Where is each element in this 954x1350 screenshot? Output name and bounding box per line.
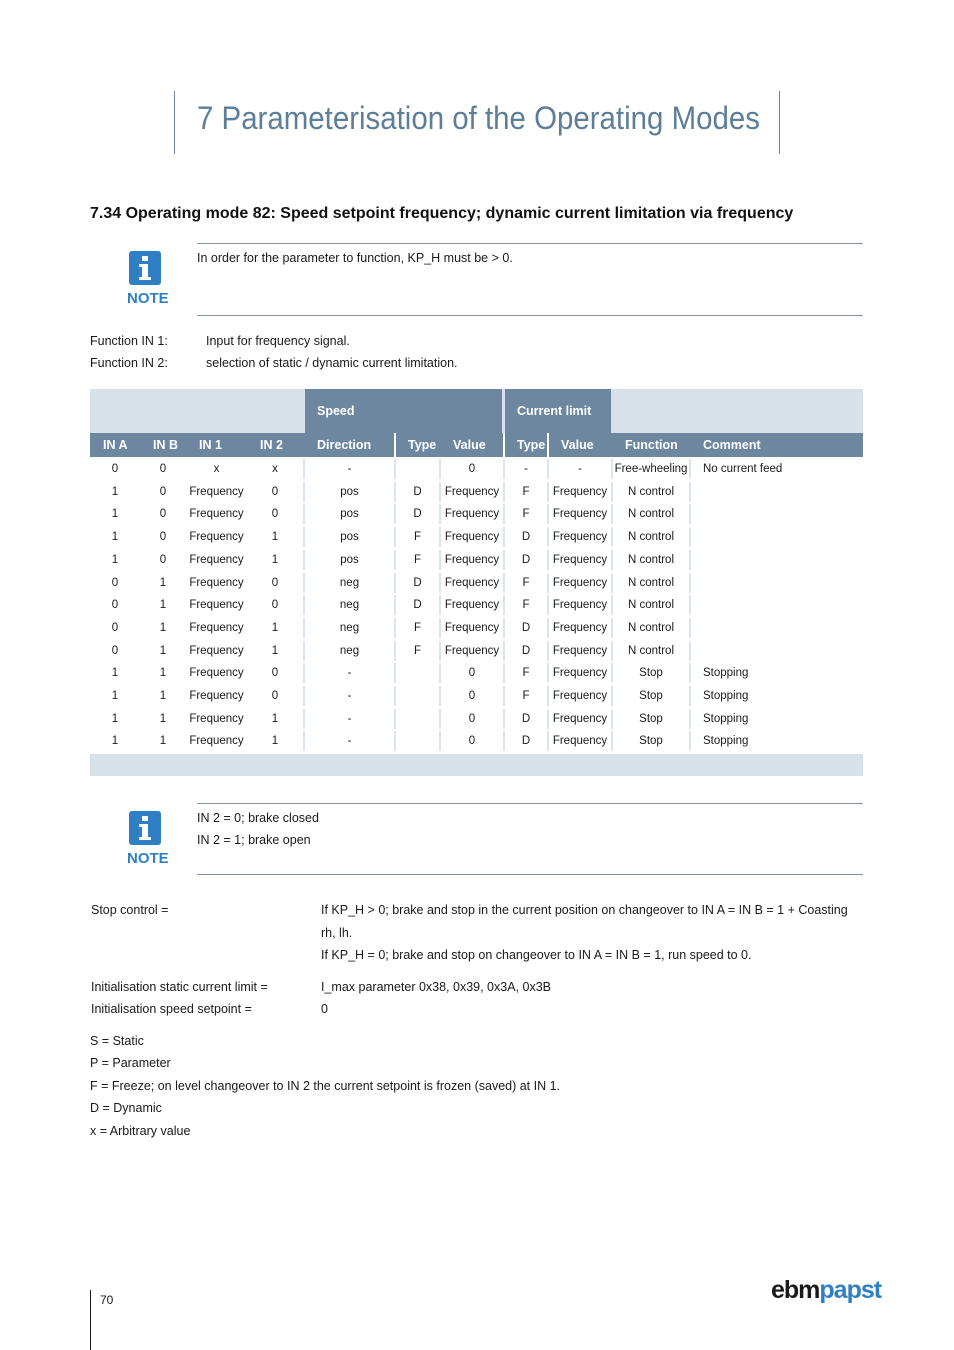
table-cell: Frequency bbox=[189, 485, 244, 498]
table-cell: Frequency bbox=[552, 485, 608, 498]
table-cell: x bbox=[272, 463, 278, 475]
table-cell: 1 bbox=[271, 553, 279, 566]
table-cell: N control bbox=[627, 531, 675, 544]
init-speed-value: 0 bbox=[321, 1002, 328, 1016]
table-cell: Frequency bbox=[552, 690, 608, 702]
footer-rule bbox=[90, 1290, 91, 1350]
table-cell bbox=[691, 504, 863, 524]
table-cell: 0 bbox=[468, 667, 476, 680]
table-cell: Frequency bbox=[552, 508, 608, 521]
table-cell: 1 bbox=[271, 712, 279, 725]
init-speed-label: Initialisation speed setpoint = bbox=[91, 1002, 252, 1016]
group-header-current bbox=[505, 389, 611, 433]
table-cell: 1 bbox=[271, 735, 279, 748]
table-cell: F bbox=[413, 644, 422, 657]
table-cell: D bbox=[413, 485, 422, 498]
chapter-title: 7 Parameterisation of the Operating Modes bbox=[197, 100, 760, 136]
stop-control-line3: If KP_H = 0; brake and stop on changeover to IN A = IN B = 1, run speed to 0. bbox=[321, 948, 752, 962]
info-icon bbox=[129, 811, 161, 845]
table-cell: - bbox=[347, 667, 352, 680]
table-cell: 0 bbox=[159, 463, 167, 475]
table-row bbox=[90, 459, 863, 479]
table-cell: 0 bbox=[468, 735, 476, 748]
mode-table bbox=[90, 389, 863, 777]
table-cell: 0 bbox=[111, 621, 119, 634]
table-cell: Frequency bbox=[552, 712, 608, 725]
table-cell bbox=[396, 731, 439, 751]
table-cell: Frequency bbox=[189, 667, 244, 680]
table-cell: 0 bbox=[159, 531, 167, 544]
table-cell: Frequency bbox=[444, 485, 500, 498]
table-cell: Stop bbox=[639, 667, 663, 680]
table-cell: - bbox=[524, 463, 528, 475]
table-cell: No current feed bbox=[703, 463, 783, 475]
table-cell: 0 bbox=[468, 712, 476, 725]
table-cell: 0 bbox=[271, 599, 279, 612]
table-cell: pos bbox=[340, 508, 359, 521]
table-header-row bbox=[90, 433, 863, 457]
table-cell: D bbox=[521, 644, 531, 657]
table-cell: 1 bbox=[111, 735, 119, 748]
table-row bbox=[90, 686, 863, 706]
table-cell: D bbox=[521, 712, 531, 725]
table-cell: - bbox=[347, 735, 352, 748]
info-icon bbox=[129, 251, 161, 285]
table-cell: F bbox=[413, 621, 422, 634]
table-cell: 0 bbox=[159, 553, 167, 566]
table-cell: Frequency bbox=[444, 599, 500, 612]
table-cell: F bbox=[413, 531, 422, 544]
col-current-value-header: Value bbox=[561, 438, 594, 452]
table-cell: pos bbox=[340, 531, 359, 544]
table-cell bbox=[396, 709, 439, 729]
table-row bbox=[90, 482, 863, 502]
table-cell: 1 bbox=[159, 576, 167, 589]
note-label: NOTE bbox=[127, 290, 169, 307]
ebmpapst-logo: ebmpapst bbox=[771, 1276, 882, 1304]
table-cell: Frequency bbox=[189, 644, 244, 657]
table-cell: 1 bbox=[111, 508, 119, 521]
col-direction-header: Direction bbox=[317, 438, 372, 452]
table-cell: Stop bbox=[639, 690, 663, 702]
col-current-type-header: Type bbox=[517, 438, 546, 452]
table-cell: Frequency bbox=[552, 599, 608, 612]
table-cell: 0 bbox=[111, 576, 119, 589]
col-in-1-header: IN 1 bbox=[199, 438, 222, 452]
table-cell: 0 bbox=[111, 599, 119, 612]
table-cell: 1 bbox=[111, 485, 119, 498]
table-cell: D bbox=[521, 531, 531, 544]
table-cell: 0 bbox=[111, 463, 119, 475]
table-cell: 1 bbox=[111, 667, 119, 680]
table-cell: - bbox=[347, 712, 352, 725]
page-number: 70 bbox=[100, 1293, 114, 1307]
col-in-a-header: IN A bbox=[103, 438, 128, 452]
table-cell: F bbox=[522, 576, 530, 589]
col-in-2-header: IN 2 bbox=[260, 438, 283, 452]
col-comment-header: Comment bbox=[703, 438, 761, 452]
table-cell: neg bbox=[339, 576, 360, 589]
header-separator bbox=[547, 433, 549, 457]
table-cell: 1 bbox=[111, 531, 119, 544]
stop-control-label: Stop control = bbox=[91, 903, 169, 917]
table-cell: Frequency bbox=[189, 690, 244, 702]
table-cell: N control bbox=[627, 485, 675, 498]
table-cell: Frequency bbox=[189, 599, 244, 612]
table-cell: Frequency bbox=[552, 667, 608, 680]
table-cell: Stopping bbox=[703, 690, 749, 702]
table-cell: Frequency bbox=[444, 531, 500, 544]
table-cell: F bbox=[522, 667, 530, 680]
table-cell: Stopping bbox=[703, 712, 749, 725]
col-speed-type-header: Type bbox=[408, 438, 437, 452]
note1-text: In order for the parameter to function, KP_H must be > 0. bbox=[197, 251, 513, 265]
table-cell: Frequency bbox=[552, 644, 608, 657]
function-in2-value: selection of static / dynamic current limitation. bbox=[206, 356, 458, 370]
init-current-value: I_max parameter 0x38, 0x39, 0x3A, 0x3B bbox=[321, 980, 551, 994]
table-cell: N control bbox=[627, 644, 675, 657]
table-cell: 1 bbox=[159, 599, 167, 612]
table-cell bbox=[691, 641, 863, 661]
table-cell: 0 bbox=[159, 485, 167, 498]
function-in1-value: Input for frequency signal. bbox=[206, 334, 350, 348]
table-cell: D bbox=[413, 576, 422, 589]
col-in-b-header: IN B bbox=[153, 438, 178, 452]
group-speed-label: Speed bbox=[317, 404, 355, 418]
function-in2-label: Function IN 2: bbox=[90, 356, 168, 370]
table-cell: Frequency bbox=[189, 621, 244, 634]
note-label: NOTE bbox=[127, 850, 169, 867]
table-cell: D bbox=[413, 599, 422, 612]
table-cell: 1 bbox=[111, 690, 119, 702]
table-cell bbox=[691, 482, 863, 502]
table-cell: pos bbox=[340, 553, 359, 566]
table-cell: Free-wheeling bbox=[614, 463, 688, 475]
table-cell: Frequency bbox=[189, 531, 244, 544]
legend-item: S = Static bbox=[90, 1034, 144, 1048]
header-left-rule bbox=[174, 91, 175, 154]
table-cell: Frequency bbox=[444, 644, 500, 657]
table-cell: - bbox=[578, 463, 582, 475]
table-cell bbox=[691, 550, 863, 570]
function-in1-label: Function IN 1: bbox=[90, 334, 168, 348]
table-cell: 0 bbox=[468, 690, 476, 702]
header-separator bbox=[503, 433, 505, 457]
legend-item: P = Parameter bbox=[90, 1056, 171, 1070]
table-row bbox=[90, 618, 863, 638]
table-cell: D bbox=[413, 508, 422, 521]
table-cell: F bbox=[522, 508, 530, 521]
table-row bbox=[90, 731, 863, 751]
table-cell: Frequency bbox=[552, 576, 608, 589]
table-cell: D bbox=[521, 735, 531, 748]
table-cell: 1 bbox=[159, 667, 167, 680]
note1-bottom-rule bbox=[197, 315, 863, 316]
table-cell: 0 bbox=[159, 508, 167, 521]
header-right-rule bbox=[779, 91, 780, 154]
table-cell: 0 bbox=[111, 644, 119, 657]
note1-top-rule bbox=[197, 243, 863, 244]
table-cell: N control bbox=[627, 576, 675, 589]
table-cell bbox=[691, 527, 863, 547]
table-cell: F bbox=[522, 599, 530, 612]
table-cell bbox=[396, 663, 439, 683]
table-cell: Frequency bbox=[552, 531, 608, 544]
table-cell: 1 bbox=[159, 712, 167, 725]
table-row bbox=[90, 527, 863, 547]
table-cell: 1 bbox=[159, 621, 167, 634]
table-row bbox=[90, 550, 863, 570]
table-cell: Frequency bbox=[444, 508, 500, 521]
table-cell: N control bbox=[627, 621, 675, 634]
legend-item: D = Dynamic bbox=[90, 1101, 162, 1115]
note2-top-rule bbox=[197, 803, 863, 804]
table-cell: N control bbox=[627, 553, 675, 566]
note2-line2: IN 2 = 1; brake open bbox=[197, 833, 311, 847]
table-cell: neg bbox=[339, 644, 360, 657]
table-cell: 0 bbox=[271, 485, 279, 498]
table-cell: Frequency bbox=[552, 553, 608, 566]
legend-item: x = Arbitrary value bbox=[90, 1124, 191, 1138]
table-cell: F bbox=[413, 553, 422, 566]
table-cell: Frequency bbox=[189, 735, 244, 748]
table-cell: neg bbox=[339, 621, 360, 634]
table-cell: Stopping bbox=[703, 667, 749, 680]
table-cell bbox=[691, 573, 863, 593]
table-cell: N control bbox=[627, 599, 675, 612]
table-cell: - bbox=[347, 463, 352, 475]
group-current-label: Current limit bbox=[517, 404, 592, 418]
table-cell: 1 bbox=[159, 735, 167, 748]
note2-line1: IN 2 = 0; brake closed bbox=[197, 811, 319, 825]
table-row bbox=[90, 504, 863, 524]
table-cell: - bbox=[347, 690, 352, 702]
table-cell: D bbox=[521, 621, 531, 634]
table-row bbox=[90, 573, 863, 593]
table-cell bbox=[396, 686, 439, 706]
table-cell: Stop bbox=[639, 735, 663, 748]
table-cell: Frequency bbox=[444, 553, 500, 566]
table-cell: N control bbox=[627, 508, 675, 521]
table-row bbox=[90, 641, 863, 661]
table-cell: 1 bbox=[111, 712, 119, 725]
table-cell: 0 bbox=[271, 690, 279, 702]
table-cell: Frequency bbox=[189, 712, 244, 725]
col-function-header: Function bbox=[625, 438, 678, 452]
table-bottom-band bbox=[90, 754, 863, 776]
table-cell: 1 bbox=[111, 553, 119, 566]
col-speed-value-header: Value bbox=[453, 438, 486, 452]
table-cell: 0 bbox=[271, 576, 279, 589]
table-cell: 1 bbox=[271, 621, 279, 634]
table-cell: 0 bbox=[271, 667, 279, 680]
table-cell bbox=[691, 618, 863, 638]
init-current-label: Initialisation static current limit = bbox=[91, 980, 268, 994]
stop-control-line2: rh, lh. bbox=[321, 926, 353, 940]
table-cell: Frequency bbox=[444, 576, 500, 589]
table-cell: 1 bbox=[159, 690, 167, 702]
table-cell: neg bbox=[339, 599, 360, 612]
note2-bottom-rule bbox=[197, 874, 863, 875]
table-cell: F bbox=[522, 690, 530, 702]
table-cell: Stopping bbox=[703, 735, 749, 748]
group-header-speed bbox=[305, 389, 502, 433]
table-row bbox=[90, 595, 863, 615]
table-cell: Frequency bbox=[189, 576, 244, 589]
table-cell: 1 bbox=[271, 531, 279, 544]
table-cell: Frequency bbox=[552, 735, 608, 748]
table-cell: 1 bbox=[159, 644, 167, 657]
section-title: 7.34 Operating mode 82: Speed setpoint frequency; dynamic current limitation via frequency bbox=[90, 205, 794, 222]
table-cell: D bbox=[521, 553, 531, 566]
table-cell: pos bbox=[340, 485, 359, 498]
table-cell: F bbox=[522, 485, 530, 498]
table-cell: Frequency bbox=[552, 621, 608, 634]
table-row bbox=[90, 709, 863, 729]
table-cell: 1 bbox=[271, 644, 279, 657]
table-cell: 0 bbox=[271, 508, 279, 521]
table-cell bbox=[691, 595, 863, 615]
table-cell bbox=[396, 459, 439, 479]
table-cell: Stop bbox=[639, 712, 663, 725]
table-cell: Frequency bbox=[444, 621, 500, 634]
table-row bbox=[90, 663, 863, 683]
table-cell: Frequency bbox=[189, 508, 244, 521]
table-cell: 0 bbox=[468, 463, 476, 475]
header-separator bbox=[394, 433, 396, 457]
legend-item: F = Freeze; on level changeover to IN 2 the current setpoint is frozen (saved) at IN 1. bbox=[90, 1079, 561, 1093]
stop-control-line1: If KP_H > 0; brake and stop in the current position on changeover to IN A = IN B = 1 + Coasting bbox=[321, 903, 848, 917]
table-cell: Frequency bbox=[189, 553, 244, 566]
table-cell: x bbox=[213, 463, 220, 475]
